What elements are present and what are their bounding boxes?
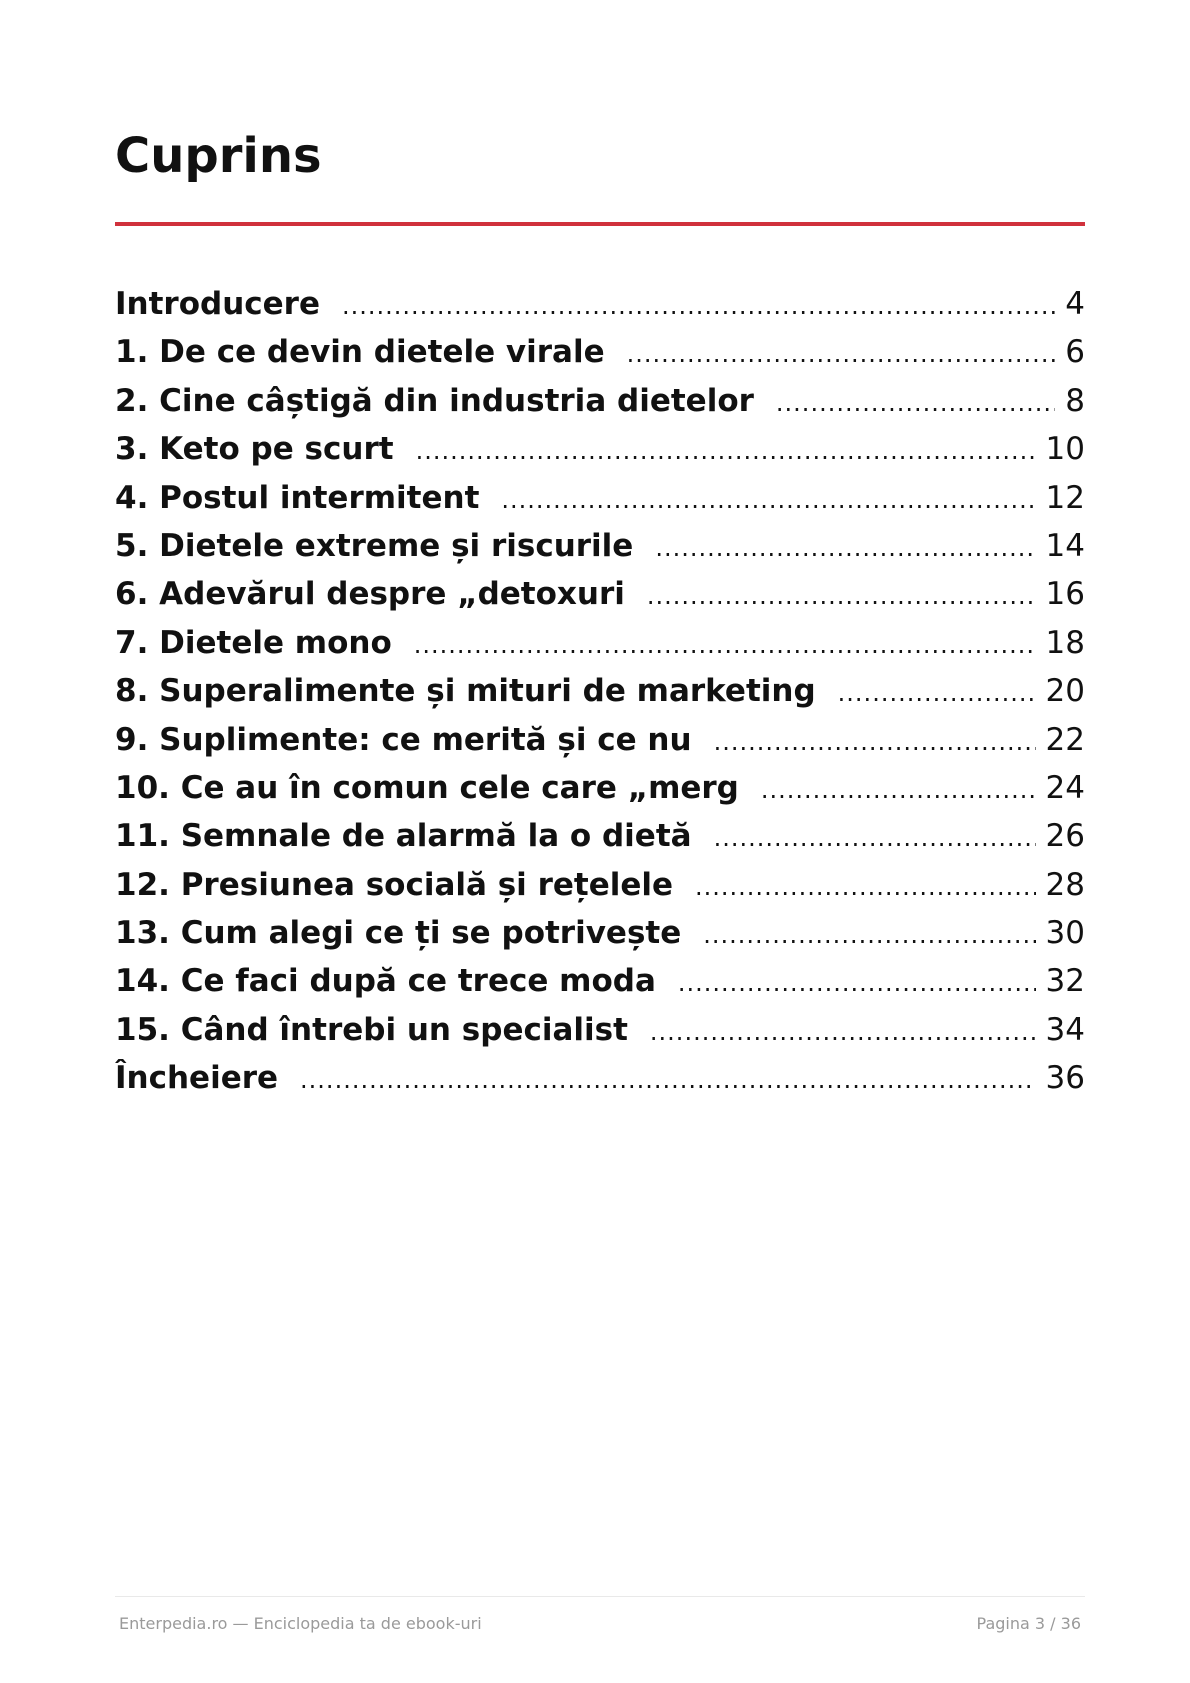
toc-entry-title: 11. Semnale de alarmă la o dietă bbox=[115, 818, 692, 855]
toc-dot-leader bbox=[501, 476, 1035, 524]
toc-entry[interactable] bbox=[115, 377, 1085, 425]
toc-entry-page: 26 bbox=[1045, 818, 1085, 855]
toc-dot-leader bbox=[714, 814, 1036, 862]
toc-dot-leader bbox=[714, 718, 1036, 766]
toc-entry-page: 24 bbox=[1045, 769, 1085, 806]
toc-entry[interactable] bbox=[115, 619, 1085, 667]
toc-entry[interactable] bbox=[115, 522, 1085, 570]
toc-entry-page: 8 bbox=[1065, 382, 1085, 419]
toc-entry-title: 15. Când întrebi un specialist bbox=[115, 1011, 628, 1048]
toc-entry-title: 12. Presiunea socială și rețelele bbox=[115, 866, 674, 903]
toc-dot-leader bbox=[776, 379, 1055, 427]
toc-dot-leader bbox=[703, 911, 1035, 959]
toc-dot-leader bbox=[650, 1008, 1036, 1056]
toc-entry-page: 28 bbox=[1045, 866, 1085, 903]
toc-entry-title: 6. Adevărul despre „detoxuri bbox=[115, 576, 625, 613]
toc-dot-leader bbox=[838, 669, 1036, 717]
toc-entry-page: 20 bbox=[1045, 673, 1085, 710]
footer-divider bbox=[115, 1596, 1085, 1597]
toc-entry-page: 30 bbox=[1045, 915, 1085, 952]
toc-dot-leader bbox=[342, 282, 1055, 330]
toc-entry-page: 10 bbox=[1045, 431, 1085, 468]
footer-page-number: Pagina 3 / 36 bbox=[976, 1614, 1081, 1633]
toc-dot-leader bbox=[678, 959, 1036, 1007]
toc-entry[interactable] bbox=[115, 570, 1085, 618]
toc-entry-title: Introducere bbox=[115, 286, 320, 322]
toc-entry[interactable] bbox=[115, 328, 1085, 376]
toc-entry-page: 18 bbox=[1045, 624, 1085, 661]
toc-dot-leader bbox=[416, 427, 1036, 475]
toc-entry[interactable] bbox=[115, 812, 1085, 860]
toc-entry-title: 1. De ce devin dietele virale bbox=[115, 334, 605, 371]
toc-entry[interactable] bbox=[115, 667, 1085, 715]
toc-entry[interactable] bbox=[115, 1054, 1085, 1102]
toc-dot-leader bbox=[655, 524, 1035, 572]
toc-entry-title: 14. Ce faci după ce trece moda bbox=[115, 963, 656, 1000]
toc-entry[interactable] bbox=[115, 764, 1085, 812]
footer-site-name: Enterpedia.ro — Enciclopedia ta de ebook-uri bbox=[119, 1614, 482, 1633]
toc-entry-page: 22 bbox=[1045, 721, 1085, 758]
toc-entry-page: 36 bbox=[1045, 1060, 1085, 1097]
toc-entry-title: 8. Superalimente și mituri de marketing bbox=[115, 673, 816, 710]
toc-entry-title: Încheiere bbox=[115, 1060, 279, 1097]
toc-dot-leader bbox=[761, 766, 1036, 814]
toc-entry-page: 12 bbox=[1045, 479, 1085, 516]
toc-entry-title: 7. Dietele mono bbox=[115, 624, 392, 661]
toc-dot-leader bbox=[300, 1056, 1036, 1104]
toc-entry-page: 34 bbox=[1045, 1011, 1085, 1048]
toc-entry[interactable] bbox=[115, 957, 1085, 1005]
toc-entry[interactable] bbox=[115, 716, 1085, 764]
toc-entry[interactable] bbox=[115, 861, 1085, 909]
document-page bbox=[115, 0, 1085, 1683]
toc-entry[interactable] bbox=[115, 909, 1085, 957]
toc-dot-leader bbox=[695, 863, 1036, 911]
toc-entry-title: 10. Ce au în comun cele care „merg bbox=[115, 769, 739, 806]
toc-entry[interactable] bbox=[115, 425, 1085, 473]
toc-entry[interactable] bbox=[115, 280, 1085, 328]
toc-dot-leader bbox=[647, 572, 1036, 620]
toc-entry-page: 4 bbox=[1065, 286, 1085, 322]
toc-entry[interactable] bbox=[115, 1006, 1085, 1054]
toc-entry-title: 13. Cum alegi ce ți se potrivește bbox=[115, 915, 682, 952]
toc-entry-title: 3. Keto pe scurt bbox=[115, 431, 394, 468]
table-of-contents bbox=[115, 280, 1085, 1103]
toc-entry-page: 6 bbox=[1065, 334, 1085, 371]
toc-entry-page: 32 bbox=[1045, 963, 1085, 1000]
toc-entry-title: 9. Suplimente: ce merită și ce nu bbox=[115, 721, 692, 758]
toc-entry[interactable] bbox=[115, 474, 1085, 522]
title-divider bbox=[115, 222, 1085, 226]
toc-entry-title: 2. Cine câștigă din industria dietelor bbox=[115, 382, 754, 419]
toc-entry-title: 4. Postul intermitent bbox=[115, 479, 480, 516]
toc-entry-page: 16 bbox=[1045, 576, 1085, 613]
toc-entry-page: 14 bbox=[1045, 527, 1085, 564]
toc-dot-leader bbox=[414, 621, 1036, 669]
page-title: Cuprins bbox=[115, 128, 322, 184]
toc-entry-title: 5. Dietele extreme și riscurile bbox=[115, 527, 634, 564]
toc-dot-leader bbox=[627, 330, 1056, 378]
